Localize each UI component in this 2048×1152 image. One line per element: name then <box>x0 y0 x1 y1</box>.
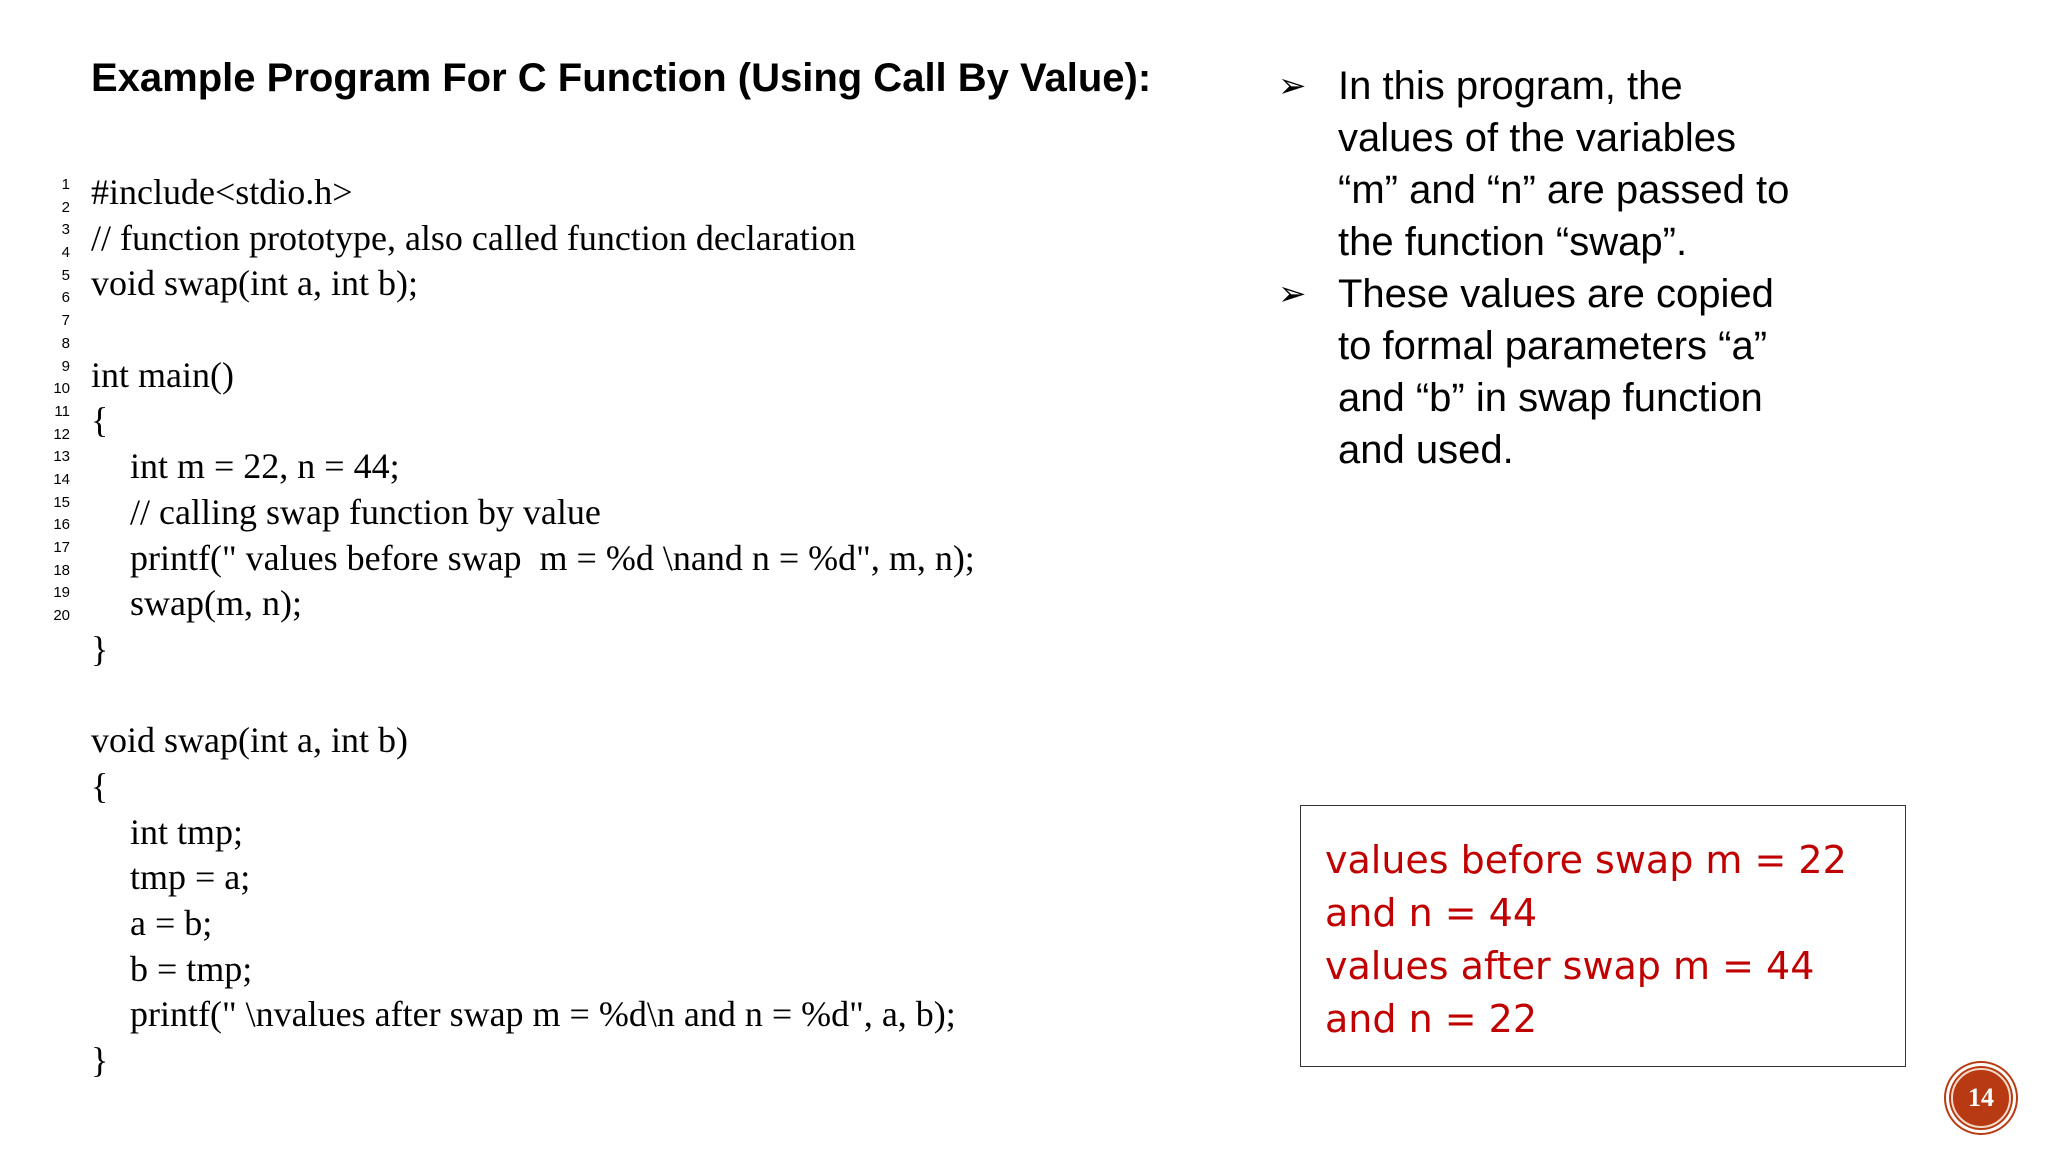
slide-title: Example Program For C Function (Using Call By Value): <box>91 56 1152 100</box>
line-number: 11 <box>54 402 70 420</box>
line-number: 13 <box>53 448 70 466</box>
bullet-text: In this program, the values of the variables “m” and “n” are passed to the function “swap”. <box>1338 64 1790 264</box>
bullet-item <box>1278 268 1798 476</box>
arrow-bullet-icon: ➢ <box>1278 275 1307 313</box>
line-number: 6 <box>61 289 70 307</box>
code-line: int tmp; <box>130 811 244 852</box>
bullet-list <box>1278 60 1798 476</box>
line-number: 7 <box>61 312 70 330</box>
output-line: and n = 22 <box>1325 997 1538 1041</box>
line-number: 12 <box>53 425 70 443</box>
page-number: 14 <box>1968 1083 1994 1112</box>
line-number: 16 <box>53 516 70 534</box>
code-line <box>91 307 975 353</box>
code-line: // calling swap function by value <box>130 491 601 532</box>
line-number: 5 <box>61 266 70 284</box>
code-line <box>91 673 975 719</box>
code-line: int m = 22, n = 44; <box>130 446 400 487</box>
line-number: 10 <box>53 380 70 398</box>
code-line: { <box>91 400 109 441</box>
code-line: printf(" values before swap m = %d \nand n = %d", m, n); <box>130 537 975 578</box>
program-output-box <box>1300 805 1906 1067</box>
code-line: b = tmp; <box>130 948 253 989</box>
line-number: 1 <box>61 176 70 193</box>
code-block <box>91 170 975 1084</box>
line-number: 14 <box>53 470 70 488</box>
code-line: void swap(int a, int b) <box>91 720 408 761</box>
line-number: 2 <box>61 198 70 216</box>
code-line: // function prototype, also called function declaration <box>91 217 856 258</box>
code-line: } <box>91 628 109 669</box>
line-number: 20 <box>53 607 70 625</box>
output-line: and n = 44 <box>1325 891 1538 935</box>
line-number: 15 <box>53 493 70 511</box>
output-line: values before swap m = 22 <box>1325 838 1847 882</box>
page-number-badge <box>1946 1063 2016 1133</box>
code-line: tmp = a; <box>130 857 251 898</box>
code-line: int main() <box>91 354 234 395</box>
line-number-gutter <box>44 174 70 628</box>
arrow-bullet-icon: ➢ <box>1278 67 1307 105</box>
bullet-item <box>1278 60 1798 268</box>
line-number: 18 <box>53 561 70 579</box>
code-line: printf(" \nvalues after swap m = %d\n and n = %d", a, b); <box>130 994 956 1035</box>
code-line: a = b; <box>130 903 213 943</box>
code-line: } <box>91 1040 109 1081</box>
bullet-text: These values are copied to formal parameters “a” and “b” in swap function and used. <box>1338 272 1774 472</box>
line-number: 3 <box>61 221 70 239</box>
code-line: void swap(int a, int b); <box>91 263 418 304</box>
line-number: 9 <box>61 357 70 375</box>
line-number: 8 <box>61 334 70 352</box>
code-line: #include<stdio.h> <box>91 172 353 212</box>
output-line: values after swap m = 44 <box>1325 944 1815 988</box>
line-number: 4 <box>61 244 70 262</box>
code-line: swap(m, n); <box>130 583 302 624</box>
line-number: 17 <box>53 539 70 556</box>
line-number: 19 <box>53 584 70 602</box>
code-line: { <box>91 765 109 806</box>
